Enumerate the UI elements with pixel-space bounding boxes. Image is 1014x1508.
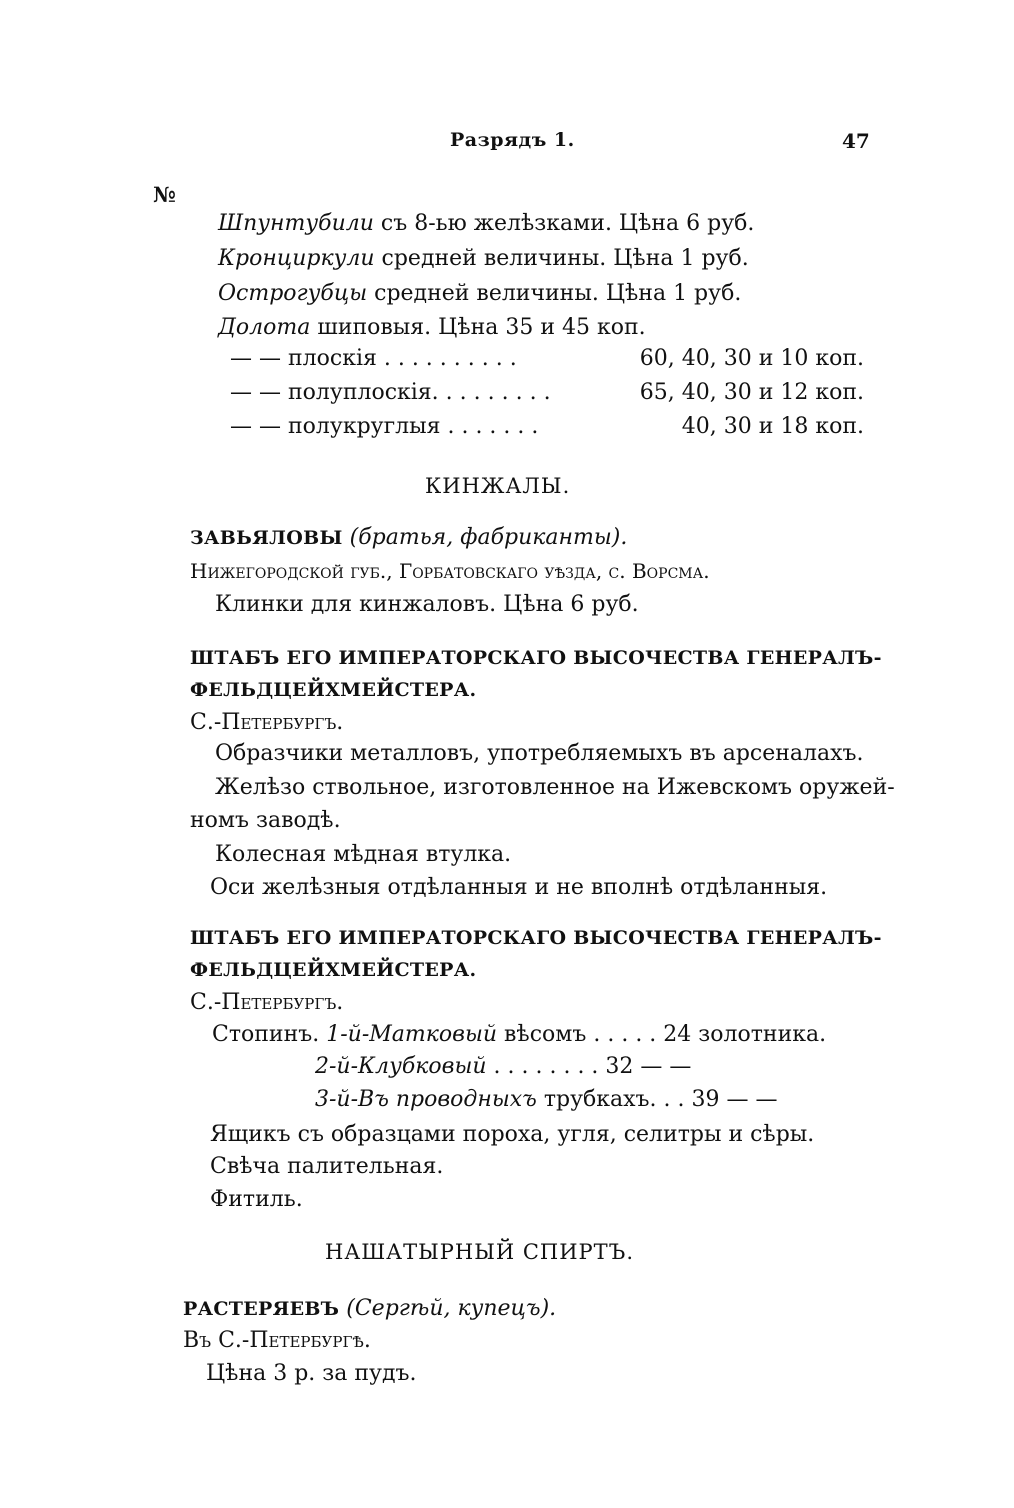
tool-name: Кронциркули <box>218 246 375 271</box>
fuse-name: 3-й-Въ проводныхъ <box>315 1087 537 1112</box>
exhibit-item: Оси желѣзныя отдѣланныя и не вполнѣ отдѣланныя. <box>210 875 828 900</box>
tool-desc: съ 8-ью желѣзками. Цѣна 6 руб. <box>373 211 755 236</box>
fuse-weight: . . . . . . . . 32 — — <box>486 1054 692 1079</box>
exhibitor-line <box>183 1298 556 1320</box>
exhibitor-line <box>190 527 627 549</box>
tool-entry <box>218 248 749 270</box>
exhibitor-city: Въ С.-Петербургѣ. <box>183 1328 371 1353</box>
tool-desc: средней величины. Цѣна 1 руб. <box>374 246 749 271</box>
exhibit-item: Клинки для кинжаловъ. Цѣна 6 руб. <box>215 592 639 617</box>
exhibit-item: Колесная мѣдная втулка. <box>215 842 512 867</box>
section-heading: НАШАТЫРНЫЙ СПИРТЪ. <box>325 1240 635 1264</box>
tool-entry <box>218 213 754 235</box>
fuse-entry <box>315 1056 691 1078</box>
exhibit-item-continued: номъ заводѣ. <box>190 808 341 833</box>
exhibit-item: Фитиль. <box>210 1187 303 1212</box>
tool-name: Шпунтубили <box>218 211 374 236</box>
fuse-weight: вѣсомъ . . . . . 24 золотника. <box>497 1022 827 1047</box>
running-header: Разрядъ 1. <box>450 129 575 151</box>
exhibitor-city: С.-Петербургъ. <box>190 710 344 735</box>
chisel-variant-price: 60, 40, 30 и 10 коп. <box>639 346 864 371</box>
exhibit-item: Свѣча палительная. <box>210 1154 444 1179</box>
tool-name: Долота <box>218 315 311 340</box>
exhibitor-city: С.-Петербургъ. <box>190 990 344 1015</box>
page-number: 47 <box>842 129 870 153</box>
fuse-entry <box>212 1024 826 1046</box>
fuse-name: 1-й-Матковый <box>326 1022 498 1047</box>
fuse-entry <box>315 1089 777 1111</box>
numero-sign: № <box>153 182 176 207</box>
tool-entry <box>218 283 741 305</box>
exhibitor-description: (Сергѣй, купецъ). <box>346 1296 557 1321</box>
chisel-variant-price: 65, 40, 30 и 12 коп. <box>639 380 864 405</box>
exhibitor-name: ШТАБЪ ЕГО ИМПЕРАТОРСКАГО ВЫСОЧЕСТВА ГЕНЕРАЛЪ- <box>190 927 882 949</box>
exhibitor-description: (братья, фабриканты). <box>349 525 628 550</box>
exhibitor-name: ШТАБЪ ЕГО ИМПЕРАТОРСКАГО ВЫСОЧЕСТВА ГЕНЕРАЛЪ- <box>190 647 882 669</box>
exhibit-item: Ящикъ съ образцами пороха, угля, селитры и сѣры. <box>210 1122 815 1147</box>
exhibit-item: Образчики металловъ, употребляемыхъ въ арсеналахъ. <box>215 741 864 766</box>
tool-entry <box>218 317 646 339</box>
tool-desc: средней величины. Цѣна 1 руб. <box>367 281 742 306</box>
exhibit-item: Цѣна 3 р. за пудъ. <box>206 1361 417 1386</box>
tool-name: Острогубцы <box>218 281 368 306</box>
chisel-variant-price: 40, 30 и 18 коп. <box>681 414 864 439</box>
exhibitor-name: РАСТЕРЯЕВЪ <box>183 1298 340 1320</box>
tool-desc: шиповыя. Цѣна 35 и 45 коп. <box>310 315 646 340</box>
fuse-prefix: Стопинъ. <box>212 1022 320 1047</box>
exhibitor-name: ЗАВЬЯЛОВЫ <box>190 527 343 549</box>
fuse-name: 2-й-Клубковый <box>315 1054 487 1079</box>
chisel-variant-label: — — полуплоскія. . . . . . . . . <box>230 380 551 405</box>
fuse-weight: трубкахъ. . . 39 — — <box>536 1087 778 1112</box>
section-heading: КИНЖАЛЫ. <box>425 474 571 498</box>
chisel-variant-label: — — плоскія . . . . . . . . . . <box>230 346 517 371</box>
chisel-variant-label: — — полукруглыя . . . . . . . <box>230 414 539 439</box>
exhibitor-name-continued: ФЕЛЬДЦЕЙХМЕЙСТЕРА. <box>190 679 477 701</box>
exhibitor-name-continued: ФЕЛЬДЦЕЙХМЕЙСТЕРА. <box>190 959 477 981</box>
exhibit-item: Желѣзо ствольное, изготовленное на Ижевскомъ оружей- <box>215 775 895 800</box>
exhibitor-location: Нижегородской губ., Горбатовскаго уѣзда, с. Ворсма. <box>190 559 710 583</box>
